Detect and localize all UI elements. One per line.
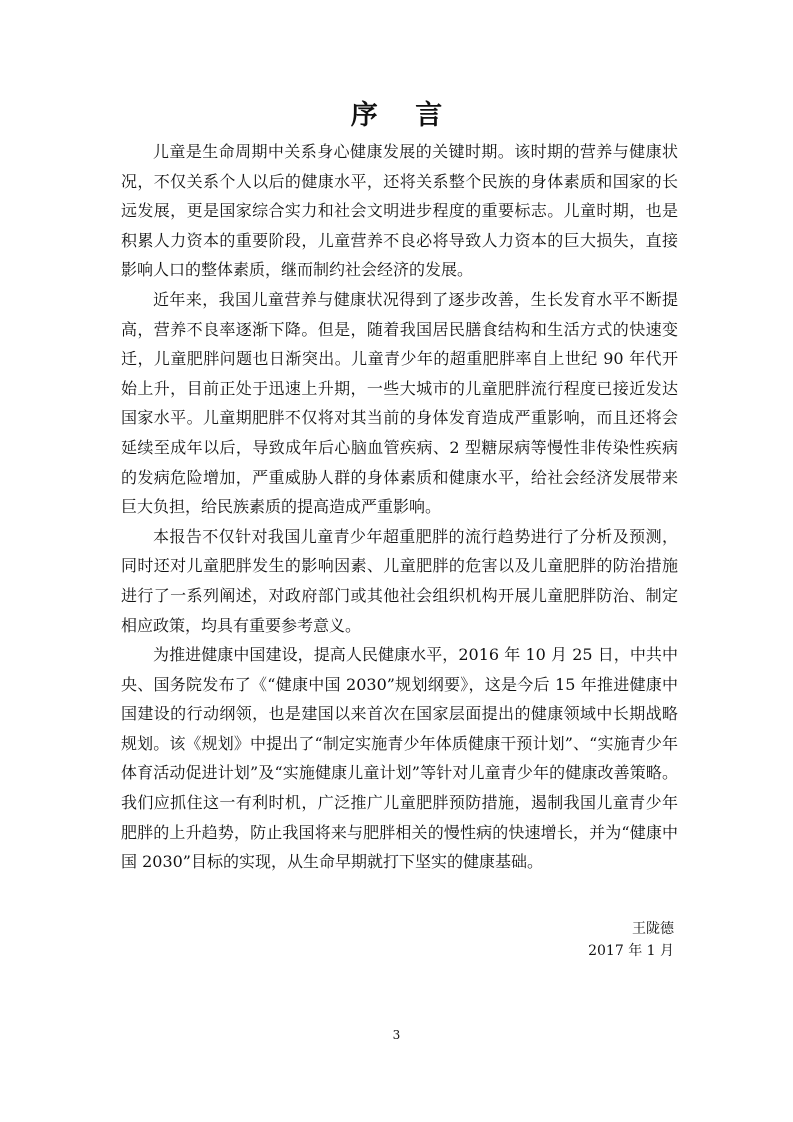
paragraph-4: 为推进健康中国建设，提高人民健康水平，2016 年 10 月 25 日，中共中央、国务院发布了《“健康中国 2030”规划纲要》，这是今后 15 年推进健康中国建设的行动纲领，也是建国以来首次在国家层面提出的健康领域中长期战略规划。该《规划》中提出了“制定实施青少年体质健康干预计划”、“实施青少年体育活动促进计划”及“实施健康儿童计划”等针对儿童青少年的健康改善策略。我们应抓住这一有利时机，广泛推广儿童肥胖预防措施，遏制我国儿童青少年肥胖的上升趋势，防止我国将来与肥胖相关的慢性病的快速增长，并为“健康中国 2030”目标的实现，从生命早期就打下坚实的健康基础。 (121, 645, 678, 872)
signature-name: 王陇德 (632, 921, 674, 937)
paragraph-3: 本报告不仅针对我国儿童青少年超重肥胖的流行趋势进行了分析及预测，同时还对儿童肥胖发生的影响因素、儿童肥胖的危害以及儿童肥胖的防治措施进行了一系列阐述，对政府部门或其他社会组织机构开展儿童肥胖防治、制定相应政策，均具有重要参考意义。 (121, 526, 678, 635)
page-number: 3 (392, 1028, 401, 1042)
body-text (121, 137, 678, 877)
page-title: 序 言 (350, 100, 457, 131)
paragraph-2: 近年来，我国儿童营养与健康状况得到了逐步改善，生长发育水平不断提高，营养不良率逐渐下降。但是，随着我国居民膳食结构和生活方式的快速变迁，儿童肥胖问题也日渐突出。儿童青少年的超重肥胖率自上世纪 90 年代开始上升，目前正处于迅速上升期，一些大城市的儿童肥胖流行程度已接近发达国家水平。儿童期肥胖不仅将对其当前的身体发育造成严重影响，而且还将会延续至成年以后，导致成年后心脑血管疾病、2 型糖尿病等慢性非传染性疾病的发病危险增加，严重威胁人群的身体素质和健康水平，给社会经济发展带来巨大负担，给民族素质的提高造成严重影响。 (121, 289, 678, 517)
paragraph-1: 儿童是生命周期中关系身心健康发展的关键时期。该时期的营养与健康状况，不仅关系个人以后的健康水平，还将关系整个民族的身体素质和国家的长远发展，更是国家综合实力和社会文明进步程度的重要标志。儿童时期，也是积累人力资本的重要阶段，儿童营养不良必将导致人力资本的巨大损失，直接影响人口的整体素质，继而制约社会经济的发展。 (121, 142, 678, 280)
signature-date: 2017 年 1 月 (588, 943, 674, 959)
